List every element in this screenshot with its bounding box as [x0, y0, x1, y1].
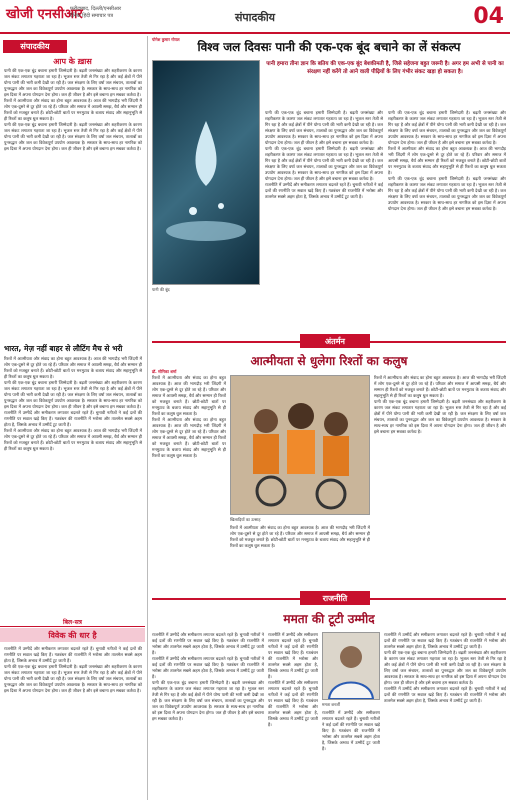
headline: विश्व जल दिवसः पानी की एक-एक बूंद बचाने का लें संकल्प	[197, 40, 461, 54]
article2-col-3	[230, 525, 370, 585]
page-number: 04	[473, 4, 504, 29]
article-paragraph: पानी की एक-एक बूंद बचाना हमारी जिम्मेदारी है। बढ़ती जनसंख्या और शहरीकरण के कारण जल संकट लगातार गहराता जा रहा है। भूजल स्तर तेजी से गिर रहा है और कई क्षेत्रों में पीने योग्य पानी की भारी कमी देखी जा रही है। जल संरक्षण के लिए वर्षा जल संचयन, तालाबों का पुनरुद्धार और जल का विवेकपूर्ण उपयोग आवश्यक है। सरकार के साथ-साथ हर नागरिक को इस दिशा में अपना योगदान देना होगा। जल ही जीवन है और इसे बचाना हम सबका कर्तव्य है।	[265, 110, 383, 145]
photo-caption-2: खिलाड़ियों का उत्साह	[230, 517, 261, 522]
politician-photo	[322, 632, 380, 700]
article-paragraph: पानी की एक-एक बूंद बचाना हमारी जिम्मेदारी है। बढ़ती जनसंख्या और शहरीकरण के कारण जल संकट लगातार गहराता जा रहा है। भूजल स्तर तेजी से गिर रहा है और कई क्षेत्रों में पीने योग्य पानी की भारी कमी देखी जा रही है। जल संरक्षण के लिए वर्षा जल संचयन, तालाबों का पुनरुद्धार और जल का विवेकपूर्ण उपयोग आवश्यक है। सरकार के साथ-साथ हर नागरिक को इस दिशा में अपना योगदान देना होगा। जल ही जीवन है और इसे बचाना हम सबका कर्तव्य है।	[384, 650, 506, 685]
article-paragraph: राजनीति में उम्मीदें और समीकरण लगातार बदलते रहते हैं। चुनावी नतीजों ने कई दलों की रणनीति पर सवाल खड़े किए हैं। गठबंधन की राजनीति में भरोसा और तालमेल सबसे अहम होता है, जिसके अभाव में उम्मीदें टूट जाती हैं।	[384, 686, 506, 703]
byline-2: डॉ. मोनिका शर्मा	[152, 369, 177, 374]
sidebar-body-2	[4, 356, 142, 452]
sidebar-band	[0, 619, 145, 642]
sidebar-body-1	[4, 68, 142, 338]
article-col-1	[265, 110, 383, 330]
sidebar-paragraph: पानी की एक-एक बूंद बचाना हमारी जिम्मेदारी है। बढ़ती जनसंख्या और शहरीकरण के कारण जल संकट लगातार गहराता जा रहा है। भूजल स्तर तेजी से गिर रहा है और कई क्षेत्रों में पीने योग्य पानी की भारी कमी देखी जा रही है। जल संरक्षण के लिए वर्षा जल संचयन, तालाबों का पुनरुद्धार और जल का विवेकपूर्ण उपयोग आवश्यक है। सरकार के साथ-साथ हर नागरिक को इस दिशा में अपना योगदान देना होगा। जल ही जीवन है और इसे बचाना हम सबका कर्तव्य है।	[4, 664, 142, 693]
sidebar-paragraph: राजनीति में उम्मीदें और समीकरण लगातार बदलते रहते हैं। चुनावी नतीजों ने कई दलों की रणनीति पर सवाल खड़े किए हैं। गठबंधन की राजनीति में भरोसा और तालमेल सबसे अहम होता है, जिसके अभाव में उम्मीदें टूट जाती हैं।	[4, 410, 142, 427]
sidebar-subhead: भारत, मेज़ नहीं बाहर से लौटिंग मैच से भरी	[4, 344, 123, 353]
article-paragraph: रिश्तों में आत्मीयता और संवाद का होना बहुत आवश्यक है। आज की भागदौड़ भरी जिंदगी में लोग एक-दूसरे से दूर होते जा रहे हैं। परिवार और समाज में आपसी समझ, धैर्य और सम्मान ही रिश्तों को मजबूत बनाते हैं। छोटी-छोटी बातों पर मनमुटाव के बजाय संवाद और सहानुभूति से ही रिश्तों का कलुष धुल सकता है।	[374, 375, 506, 398]
article-paragraph: राजनीति में उम्मीदें और समीकरण लगातार बदलते रहते हैं। चुनावी नतीजों ने कई दलों की रणनीति पर सवाल खड़े किए हैं। गठबंधन की राजनीति में भरोसा और तालमेल सबसे अहम होता है, जिसके अभाव में उम्मीदें टूट जाती हैं।	[152, 632, 264, 655]
headline-3: ममता की टूटी उम्मीद	[283, 612, 375, 626]
sidebar-paragraph: रिश्तों में आत्मीयता और संवाद का होना बहुत आवश्यक है। आज की भागदौड़ भरी जिंदगी में लोग एक-दूसरे से दूर होते जा रहे हैं। परिवार और समाज में आपसी समझ, धैर्य और सम्मान ही रिश्तों को मजबूत बनाते हैं। छोटी-छोटी बातों पर मनमुटाव के बजाय संवाद और सहानुभूति से ही रिश्तों का कलुष धुल सकता है।	[4, 428, 142, 451]
article-paragraph: राजनीति में उम्मीदें और समीकरण लगातार बदलते रहते हैं। चुनावी नतीजों ने कई दलों की रणनीति पर सवाल खड़े किए हैं। गठबंधन की राजनीति में भरोसा और तालमेल सबसे अहम होता है, जिसके अभाव में उम्मीदें टूट जाती हैं।	[152, 656, 264, 679]
sidebar-paragraph: रिश्तों में आत्मीयता और संवाद का होना बहुत आवश्यक है। आज की भागदौड़ भरी जिंदगी में लोग एक-दूसरे से दूर होते जा रहे हैं। परिवार और समाज में आपसी समझ, धैर्य और सम्मान ही रिश्तों को मजबूत बनाते हैं। छोटी-छोटी बातों पर मनमुटाव के बजाय संवाद और सहानुभूति से ही रिश्तों का कलुष धुल सकता है।	[4, 98, 142, 121]
article2-col-2	[374, 375, 506, 585]
sidebar-title: आप के ख़ास	[53, 57, 92, 66]
sidebar-label: संपादकीय	[3, 40, 67, 53]
article-paragraph: पानी की एक-एक बूंद बचाना हमारी जिम्मेदारी है। बढ़ती जनसंख्या और शहरीकरण के कारण जल संकट लगातार गहराता जा रहा है। भूजल स्तर तेजी से गिर रहा है और कई क्षेत्रों में पीने योग्य पानी की भारी कमी देखी जा रही है। जल संरक्षण के लिए वर्षा जल संचयन, तालाबों का पुनरुद्धार और जल का विवेकपूर्ण उपयोग आवश्यक है। सरकार के साथ-साथ हर नागरिक को इस दिशा में अपना योगदान देना होगा। जल ही जीवन है और इसे बचाना हम सबका कर्तव्य है।	[374, 399, 506, 434]
article-paragraph: राजनीति में उम्मीदें और समीकरण लगातार बदलते रहते हैं। चुनावी नतीजों ने कई दलों की रणनीति पर सवाल खड़े किए हैं। गठबंधन की राजनीति में भरोसा और तालमेल सबसे अहम होता है, जिसके अभाव में उम्मीदें टूट जाती हैं।	[265, 182, 383, 199]
sidebar-paragraph: रिश्तों में आत्मीयता और संवाद का होना बहुत आवश्यक है। आज की भागदौड़ भरी जिंदगी में लोग एक-दूसरे से दूर होते जा रहे हैं। परिवार और समाज में आपसी समझ, धैर्य और सम्मान ही रिश्तों को मजबूत बनाते हैं। छोटी-छोटी बातों पर मनमुटाव के बजाय संवाद और सहानुभूति से ही रिश्तों का कलुष धुल सकता है।	[4, 356, 142, 379]
article-paragraph: राजनीति में उम्मीदें और समीकरण लगातार बदलते रहते हैं। चुनावी नतीजों ने कई दलों की रणनीति पर सवाल खड़े किए हैं। गठबंधन की राजनीति में भरोसा और तालमेल सबसे अहम होता है, जिसके अभाव में उम्मीदें टूट जाती हैं।	[268, 680, 318, 727]
article3-col-4	[384, 632, 506, 797]
team-photo	[230, 375, 370, 515]
article-col-2	[388, 110, 506, 330]
sidebar-divider	[0, 626, 145, 627]
photo-caption-3: ममता बनर्जी	[322, 702, 340, 707]
article-paragraph: रिश्तों में आत्मीयता और संवाद का होना बहुत आवश्यक है। आज की भागदौड़ भरी जिंदगी में लोग एक-दूसरे से दूर होते जा रहे हैं। परिवार और समाज में आपसी समझ, धैर्य और सम्मान ही रिश्तों को मजबूत बनाते हैं। छोटी-छोटी बातों पर मनमुटाव के बजाय संवाद और सहानुभूति से ही रिश्तों का कलुष धुल सकता है।	[388, 146, 506, 175]
portrait-icon	[323, 633, 379, 699]
water-drop-photo	[152, 60, 260, 285]
sidebar-body-3	[4, 646, 142, 796]
article3-col-3	[322, 710, 380, 797]
article-paragraph: रिश्तों में आत्मीयता और संवाद का होना बहुत आवश्यक है। आज की भागदौड़ भरी जिंदगी में लोग एक-दूसरे से दूर होते जा रहे हैं। परिवार और समाज में आपसी समझ, धैर्य और सम्मान ही रिश्तों को मजबूत बनाते हैं। छोटी-छोटी बातों पर मनमुटाव के बजाय संवाद और सहानुभूति से ही रिश्तों का कलुष धुल सकता है।	[152, 417, 226, 458]
article-paragraph: रिश्तों में आत्मीयता और संवाद का होना बहुत आवश्यक है। आज की भागदौड़ भरी जिंदगी में लोग एक-दूसरे से दूर होते जा रहे हैं। परिवार और समाज में आपसी समझ, धैर्य और सम्मान ही रिश्तों को मजबूत बनाते हैं। छोटी-छोटी बातों पर मनमुटाव के बजाय संवाद और सहानुभूति से ही रिश्तों का कलुष धुल सकता है।	[152, 375, 226, 416]
section-label-rajneeti: राजनीति	[300, 591, 370, 605]
water-splash-icon	[153, 61, 259, 284]
article-paragraph: रिश्तों में आत्मीयता और संवाद का होना बहुत आवश्यक है। आज की भागदौड़ भरी जिंदगी में लोग एक-दूसरे से दूर होते जा रहे हैं। परिवार और समाज में आपसी समझ, धैर्य और सम्मान ही रिश्तों को मजबूत बनाते हैं। छोटी-छोटी बातों पर मनमुटाव के बजाय संवाद और सहानुभूति से ही रिश्तों का कलुष धुल सकता है।	[230, 525, 370, 548]
article3-col-2	[268, 632, 318, 797]
article-paragraph: राजनीति में उम्मीदें और समीकरण लगातार बदलते रहते हैं। चुनावी नतीजों ने कई दलों की रणनीति पर सवाल खड़े किए हैं। गठबंधन की राजनीति में भरोसा और तालमेल सबसे अहम होता है, जिसके अभाव में उम्मीदें टूट जाती हैं।	[268, 632, 318, 679]
byline: योगेश कुमार गोयल	[152, 37, 180, 42]
sidebar-band-label: बिल-सत्र	[63, 619, 82, 626]
section-title: संपादकीय	[235, 11, 276, 24]
column-divider	[147, 36, 148, 800]
article-paragraph: पानी की एक-एक बूंद बचाना हमारी जिम्मेदारी है। बढ़ती जनसंख्या और शहरीकरण के कारण जल संकट लगातार गहराता जा रहा है। भूजल स्तर तेजी से गिर रहा है और कई क्षेत्रों में पीने योग्य पानी की भारी कमी देखी जा रही है। जल संरक्षण के लिए वर्षा जल संचयन, तालाबों का पुनरुद्धार और जल का विवेकपूर्ण उपयोग आवश्यक है। सरकार के साथ-साथ हर नागरिक को इस दिशा में अपना योगदान देना होगा। जल ही जीवन है और इसे बचाना हम सबका कर्तव्य है।	[388, 176, 506, 211]
page-header	[0, 0, 510, 34]
sidebar-section-2	[4, 340, 142, 625]
sidebar-paragraph: राजनीति में उम्मीदें और समीकरण लगातार बदलते रहते हैं। चुनावी नतीजों ने कई दलों की रणनीति पर सवाल खड़े किए हैं। गठबंधन की राजनीति में भरोसा और तालमेल सबसे अहम होता है, जिसके अभाव में उम्मीदें टूट जाती हैं।	[4, 646, 142, 663]
sidebar-paragraph: पानी की एक-एक बूंद बचाना हमारी जिम्मेदारी है। बढ़ती जनसंख्या और शहरीकरण के कारण जल संकट लगातार गहराता जा रहा है। भूजल स्तर तेजी से गिर रहा है और कई क्षेत्रों में पीने योग्य पानी की भारी कमी देखी जा रही है। जल संरक्षण के लिए वर्षा जल संचयन, तालाबों का पुनरुद्धार और जल का विवेकपूर्ण उपयोग आवश्यक है। सरकार के साथ-साथ हर नागरिक को इस दिशा में अपना योगदान देना होगा। जल ही जीवन है और इसे बचाना हम सबका कर्तव्य है।	[4, 68, 142, 97]
headline-2: आत्मीयता से धुलेगा रिश्तों का कलुष	[250, 354, 408, 368]
celebration-icon	[231, 376, 369, 514]
article-paragraph: पानी की एक-एक बूंद बचाना हमारी जिम्मेदारी है। बढ़ती जनसंख्या और शहरीकरण के कारण जल संकट लगातार गहराता जा रहा है। भूजल स्तर तेजी से गिर रहा है और कई क्षेत्रों में पीने योग्य पानी की भारी कमी देखी जा रही है। जल संरक्षण के लिए वर्षा जल संचयन, तालाबों का पुनरुद्धार और जल का विवेकपूर्ण उपयोग आवश्यक है। सरकार के साथ-साथ हर नागरिक को इस दिशा में अपना योगदान देना होगा। जल ही जीवन है और इसे बचाना हम सबका कर्तव्य है।	[265, 146, 383, 181]
sidebar-paragraph: पानी की एक-एक बूंद बचाना हमारी जिम्मेदारी है। बढ़ती जनसंख्या और शहरीकरण के कारण जल संकट लगातार गहराता जा रहा है। भूजल स्तर तेजी से गिर रहा है और कई क्षेत्रों में पीने योग्य पानी की भारी कमी देखी जा रही है। जल संरक्षण के लिए वर्षा जल संचयन, तालाबों का पुनरुद्धार और जल का विवेकपूर्ण उपयोग आवश्यक है। सरकार के साथ-साथ हर नागरिक को इस दिशा में अपना योगदान देना होगा। जल ही जीवन है और इसे बचाना हम सबका कर्तव्य है।	[4, 380, 142, 409]
article-paragraph: पानी की एक-एक बूंद बचाना हमारी जिम्मेदारी है। बढ़ती जनसंख्या और शहरीकरण के कारण जल संकट लगातार गहराता जा रहा है। भूजल स्तर तेजी से गिर रहा है और कई क्षेत्रों में पीने योग्य पानी की भारी कमी देखी जा रही है। जल संरक्षण के लिए वर्षा जल संचयन, तालाबों का पुनरुद्धार और जल का विवेकपूर्ण उपयोग आवश्यक है। सरकार के साथ-साथ हर नागरिक को इस दिशा में अपना योगदान देना होगा। जल ही जीवन है और इसे बचाना हम सबका कर्तव्य है।	[152, 680, 264, 721]
section-label-antarman: अंतर्मन	[300, 334, 370, 348]
article2-col-1	[152, 375, 226, 585]
article-paragraph: राजनीति में उम्मीदें और समीकरण लगातार बदलते रहते हैं। चुनावी नतीजों ने कई दलों की रणनीति पर सवाल खड़े किए हैं। गठबंधन की राजनीति में भरोसा और तालमेल सबसे अहम होता है, जिसके अभाव में उम्मीदें टूट जाती हैं।	[322, 710, 380, 751]
article3-col-1	[152, 632, 264, 797]
dateline-place: फरीदाबाद, दिल्ली/एनसीआर	[70, 6, 122, 12]
brand-logo: खोजी एनसीआर	[6, 7, 83, 22]
sidebar-paragraph: पानी की एक-एक बूंद बचाना हमारी जिम्मेदारी है। बढ़ती जनसंख्या और शहरीकरण के कारण जल संकट लगातार गहराता जा रहा है। भूजल स्तर तेजी से गिर रहा है और कई क्षेत्रों में पीने योग्य पानी की भारी कमी देखी जा रही है। जल संरक्षण के लिए वर्षा जल संचयन, तालाबों का पुनरुद्धार और जल का विवेकपूर्ण उपयोग आवश्यक है। सरकार के साथ-साथ हर नागरिक को इस दिशा में अपना योगदान देना होगा। जल ही जीवन है और इसे बचाना हम सबका कर्तव्य है।	[4, 122, 142, 151]
photo-caption: पानी की बूंद	[152, 287, 170, 292]
lead-text: पानी हमारा तीना ज्ञान कि बतिय की एक-एक बूंद बेशकीमती है, जिसे सहेजना बहुत जरूरी है। अगर हम अभी से पानी का संरक्षण नहीं करेंगे तो आने वाली पीढ़ियों के लिए गंभीर संकट खड़ा हो सकता है।	[266, 61, 504, 75]
sidebar-band-title: विवेक की धार है	[48, 630, 97, 640]
dateline	[70, 6, 121, 20]
article-paragraph: राजनीति में उम्मीदें और समीकरण लगातार बदलते रहते हैं। चुनावी नतीजों ने कई दलों की रणनीति पर सवाल खड़े किए हैं। गठबंधन की राजनीति में भरोसा और तालमेल सबसे अहम होता है, जिसके अभाव में उम्मीदें टूट जाती हैं।	[384, 632, 506, 649]
dateline-desc: दैनिक हिंदी समाचार पत्र	[70, 13, 114, 19]
article-paragraph: पानी की एक-एक बूंद बचाना हमारी जिम्मेदारी है। बढ़ती जनसंख्या और शहरीकरण के कारण जल संकट लगातार गहराता जा रहा है। भूजल स्तर तेजी से गिर रहा है और कई क्षेत्रों में पीने योग्य पानी की भारी कमी देखी जा रही है। जल संरक्षण के लिए वर्षा जल संचयन, तालाबों का पुनरुद्धार और जल का विवेकपूर्ण उपयोग आवश्यक है। सरकार के साथ-साथ हर नागरिक को इस दिशा में अपना योगदान देना होगा। जल ही जीवन है और इसे बचाना हम सबका कर्तव्य है।	[388, 110, 506, 145]
